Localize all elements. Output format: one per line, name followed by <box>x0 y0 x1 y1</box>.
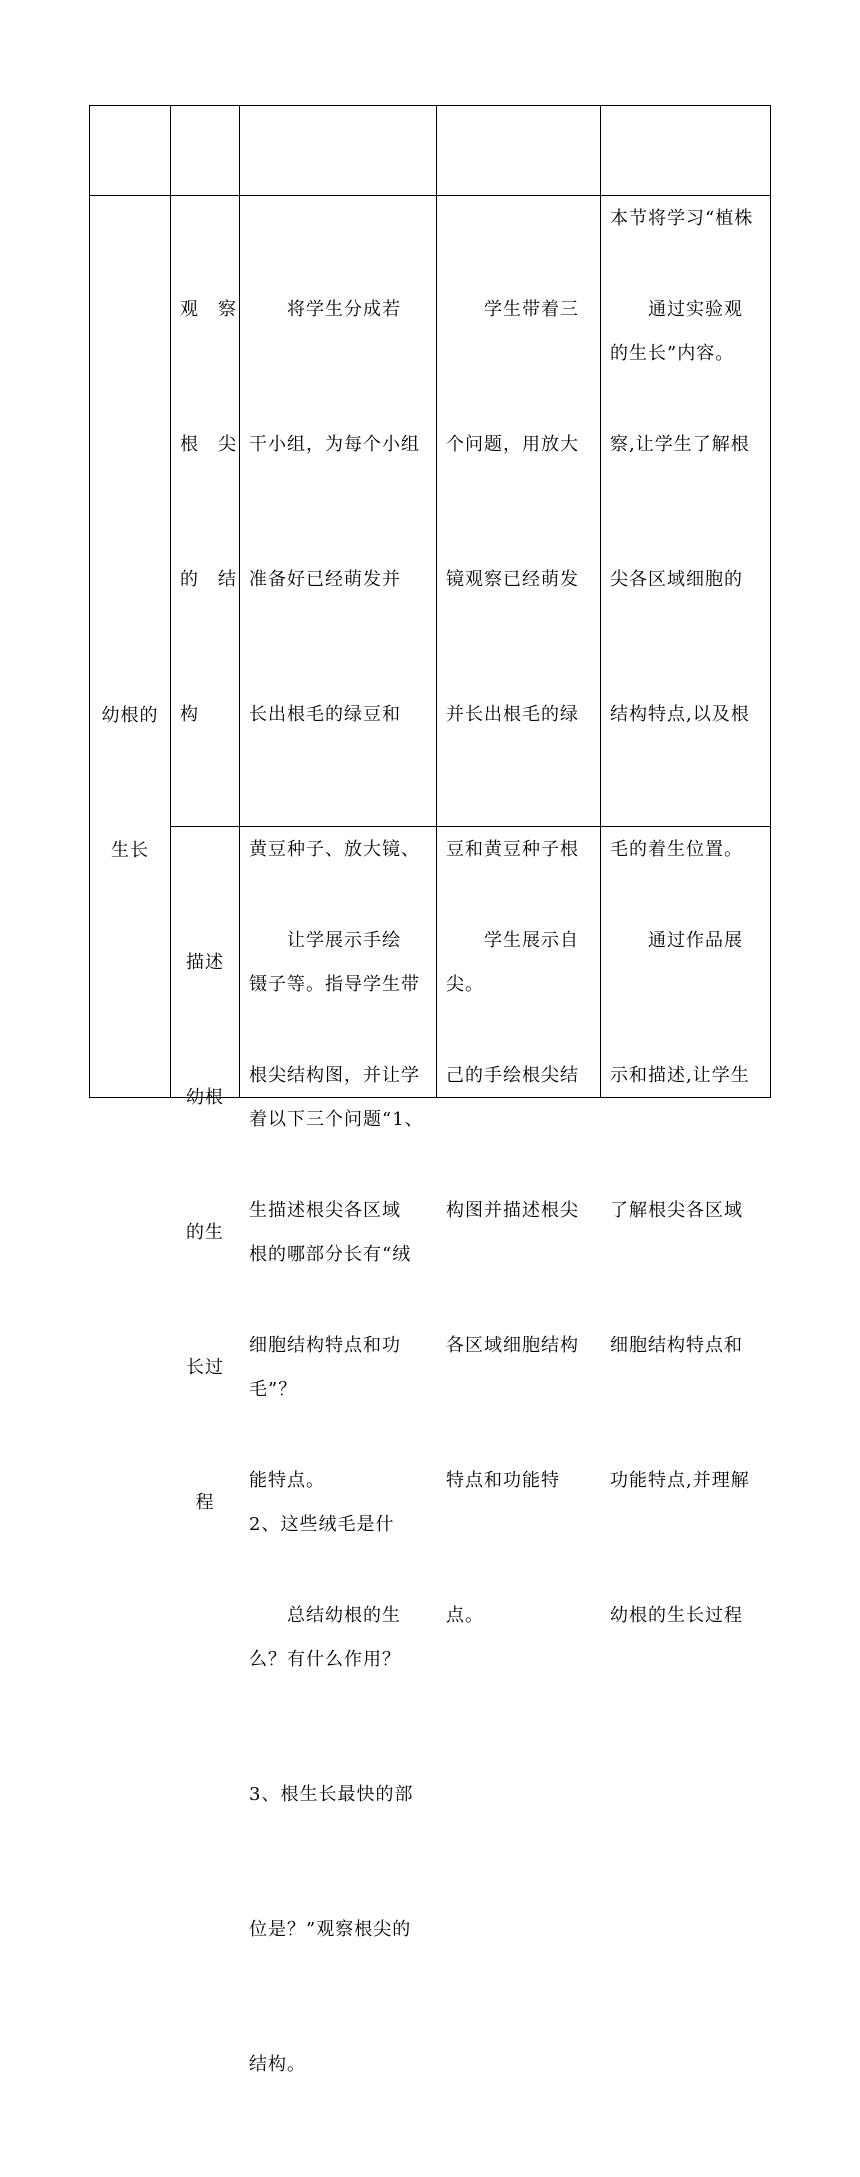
text-line: 己的手绘根尖结 <box>446 1065 579 1086</box>
text-line: 能特点。 <box>249 1470 325 1491</box>
activity-title-line: 构 <box>180 704 199 725</box>
text-line: 黄豆种子、放大镜、 <box>249 839 420 860</box>
text-line: 镜观察已经萌发 <box>446 569 579 590</box>
text-line: 功能特点,并理解 <box>610 1470 750 1491</box>
text-line: 察,让学生了解根 <box>610 434 750 455</box>
activity2-teacher-cell <box>249 828 435 1728</box>
activity-title-line: 长过 <box>186 1357 224 1378</box>
text-line: 学生展示自 <box>446 930 579 951</box>
activity-title-line: 的 结 <box>180 569 237 590</box>
text-line: 示和描述,让学生 <box>610 1065 750 1086</box>
activity-title-line: 描述 <box>186 952 224 973</box>
text-line: 3、根生长最快的部 <box>249 1784 414 1805</box>
section-label-line: 幼根的 <box>101 705 159 726</box>
text-line: 的生长”内容。 <box>610 343 735 364</box>
text-line: 长出根毛的绿豆和 <box>249 704 401 725</box>
text-line: 结构特点,以及根 <box>610 704 750 725</box>
text-line: 学生带着三 <box>446 299 579 320</box>
activity-title-line: 程 <box>195 1492 215 1513</box>
column-divider <box>436 105 437 1098</box>
text-line: 构图并描述根尖 <box>446 1200 579 1221</box>
text-line: 生描述根尖各区域 <box>249 1200 401 1221</box>
text-line: 根的哪部分长有“绒 <box>249 1244 412 1265</box>
text-line: 位是？”观察根尖的 <box>249 1919 412 1940</box>
column-divider <box>600 105 601 1098</box>
text-line: 根尖结构图，并让学 <box>249 1065 420 1086</box>
text-line: 豆和黄豆种子根 <box>446 839 579 860</box>
activity-title-line: 幼根 <box>186 1087 224 1108</box>
text-line: 通过实验观 <box>610 299 743 320</box>
activity-title-line: 根 尖 <box>180 434 237 455</box>
text-line: 细胞结构特点和 <box>610 1335 743 1356</box>
text-line: 本节将学习“植株 <box>610 208 754 229</box>
text-line: 镊子等。指导学生带 <box>249 974 420 995</box>
text-line: 着以下三个问题“1、 <box>249 1109 424 1130</box>
text-line: 幼根的生长过程 <box>610 1605 743 1626</box>
text-line: 2、这些绒毛是什 <box>249 1514 395 1535</box>
text-line: 毛的着生位置。 <box>610 839 743 860</box>
text-line: 让学展示手绘 <box>249 930 401 951</box>
text-line: 个问题，用放大 <box>446 434 579 455</box>
text-line: 准备好已经萌发并 <box>249 569 401 590</box>
text-line: 干小组，为每个小组 <box>249 434 420 455</box>
text-line: 特点和功能特 <box>446 1470 560 1491</box>
text-line: 毛”？ <box>249 1379 298 1400</box>
text-line: 将学生分成若 <box>249 299 401 320</box>
activity2-student-cell <box>446 828 600 1728</box>
text-line: 细胞结构特点和功 <box>249 1335 401 1356</box>
text-line: 并长出根毛的绿 <box>446 704 579 725</box>
text-line: 总结幼根的生 <box>249 1605 401 1626</box>
text-line: 各区域细胞结构 <box>446 1335 579 1356</box>
text-line: 结构。 <box>249 2054 306 2075</box>
activity1-title-cell <box>180 197 240 827</box>
section-label-line: 生长 <box>111 840 149 861</box>
text-line: 么？有什么作用？ <box>249 1649 401 1670</box>
activity2-title-cell <box>171 850 239 1615</box>
text-line: 尖各区域细胞的 <box>610 569 743 590</box>
text-line: 通过作品展 <box>610 930 743 951</box>
activity-title-line: 的生 <box>186 1222 224 1243</box>
text-line: 了解根尖各区域 <box>610 1200 743 1221</box>
text-line: 点。 <box>446 1605 484 1626</box>
text-line: 尖。 <box>446 974 484 995</box>
activity2-purpose-cell <box>610 828 772 1728</box>
activity-title-line: 观 察 <box>180 299 237 320</box>
section-label-cell <box>90 603 170 963</box>
